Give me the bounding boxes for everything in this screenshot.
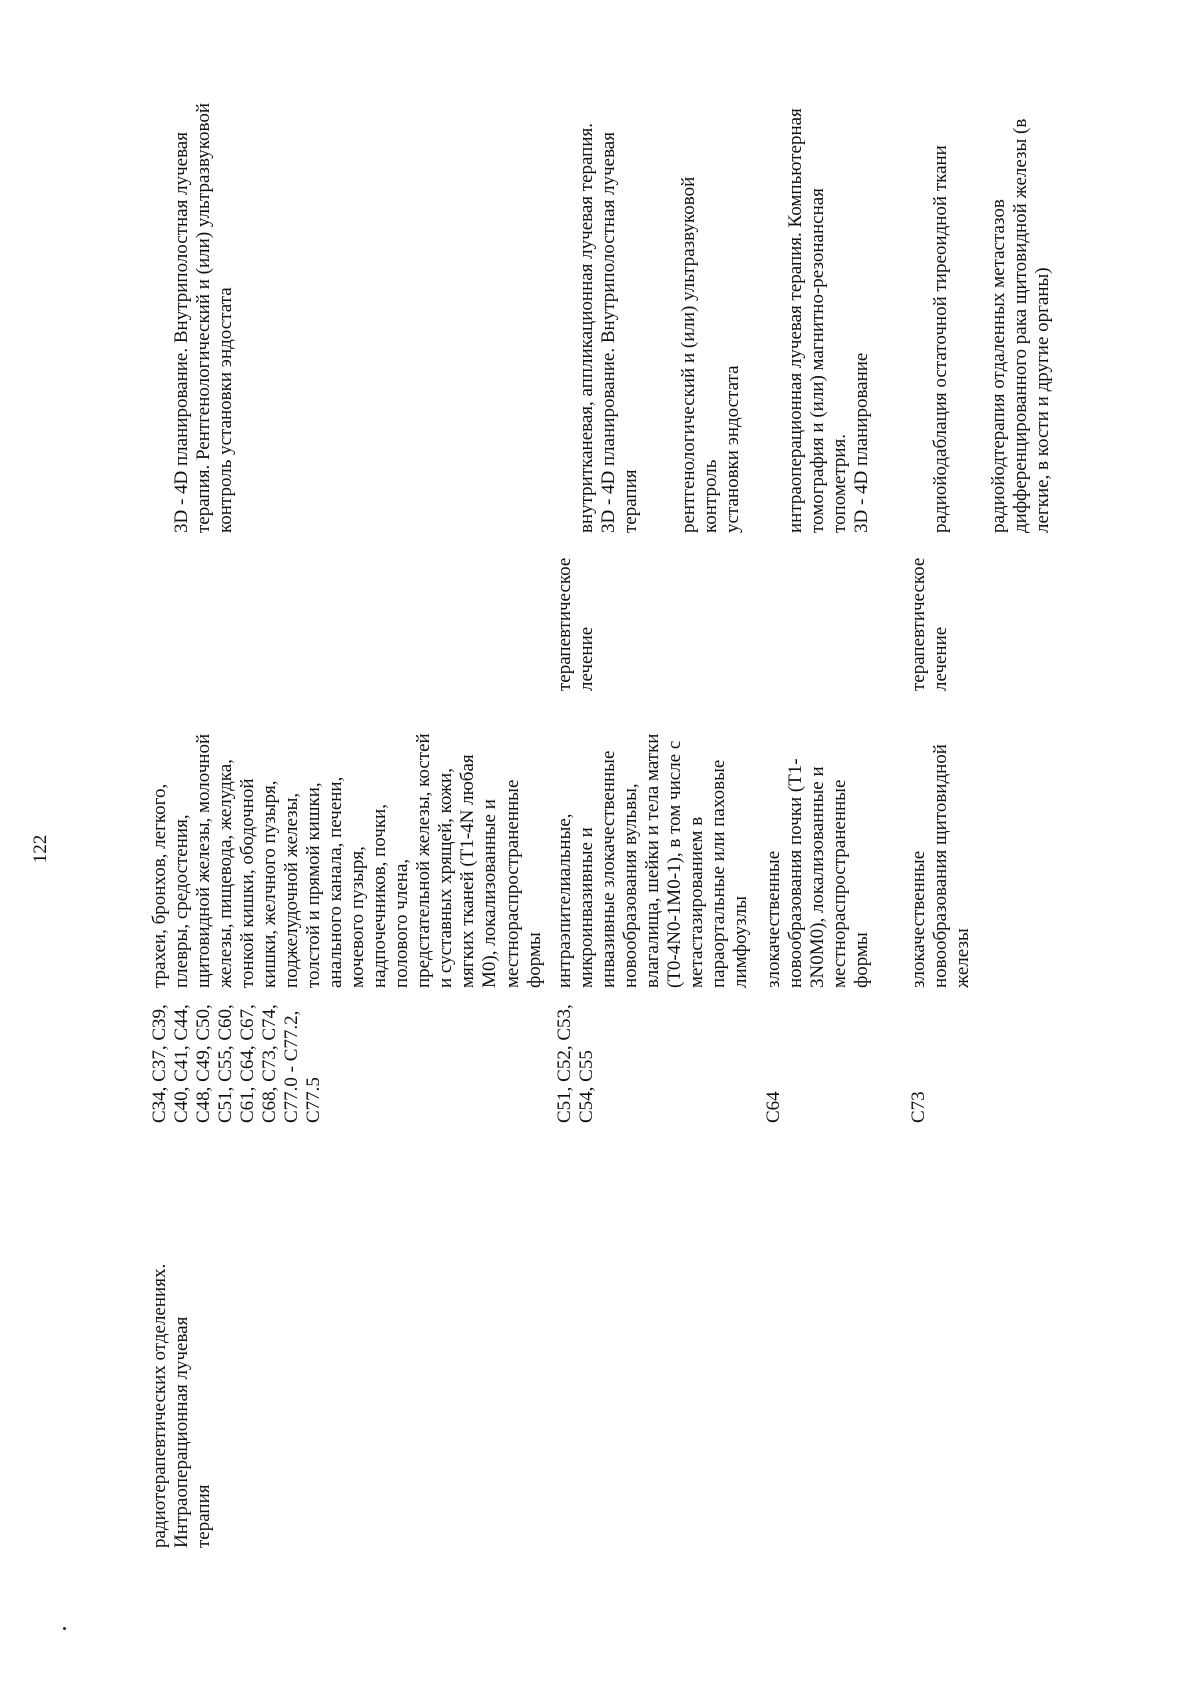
method-cell: радиотерапевтических отделениях. Интраоперационная лучевая терапия (149, 1263, 215, 1548)
method-detail-text: рентгенологический и (или) ультразвуковой контроль установки эндостата (678, 176, 744, 533)
icd-codes-cell: C51, C52, C53, C54, C55 (554, 1004, 598, 1123)
treatment-type-cell: терапевтическое лечение (554, 557, 598, 691)
icd-codes-cell: C34, C37, C39, C40, C41, C44, C48, C49, C50, C51, C55, C60, C61, C64, C67, C68, C73, C74, C77.0 - C77.2, C77.5 (149, 1004, 325, 1123)
page-number: 122 (30, 834, 51, 864)
method-detail-text: интраоперационная лучевая терапия. Компьютерная томография и (или) магнитно-резонансная топометрия. 3D - 4D планирование (785, 108, 873, 533)
diagnosis-cell: трахеи, бронхов, легкого, плевры, средостения, щитовидной железы, молочной железы, пищевода, желудка, тонкой кишки, ободочной кишки, желчного пузыря, поджелудочной железы, толстой и прямой кишки, анального канала, печени, мочевого пузыря, надпочечников, почки, полового члена, предстательной железы, костей и суставных хрящей, кожи, мягких тканей (T1-4N любая M0), локализованные и местнораспространенные формы (149, 733, 545, 988)
diagnosis-cell: интраэпителиальные, микроинвазивные и инвазивные злокачественные новообразования вульвы, влагалища, шейки и тела матки (T0-4N0-1M0-1), в том числе с метастазированием в параортальные или паховые лимфоузлы (554, 733, 752, 988)
diagnosis-cell: злокачественные новообразования щитовидной железы (908, 744, 974, 988)
method-detail-cell (763, 100, 909, 533)
rotated-table (149, 100, 1089, 1548)
treatment-type-cell: терапевтическое лечение (908, 557, 952, 691)
method-detail-text: радиойодтерапия отдаленных метастазов дифференцированного рака щитовидной железы (в легкие, в кости и другие органы) (988, 118, 1054, 533)
icd-codes-cell: C64 (763, 1091, 784, 1123)
diagnosis-cell: злокачественные новообразования почки (T1- 3N0M0), локализованные и местнораспространенные формы (763, 758, 873, 988)
icd-codes-cell: C73 (908, 1091, 929, 1123)
method-detail-text: 3D - 4D планирование. Внутриполостная лучевая терапия. Рентгенологический и (или) ультразвуковой контроль установки эндостата (171, 102, 237, 533)
method-detail-text: внутритканевая, аппликационная лучевая терапия. 3D - 4D планирование. Внутриполостная лучевая терапия (576, 122, 642, 533)
method-detail-cell (149, 100, 273, 533)
method-detail-cell (908, 100, 1090, 533)
method-detail-text: радиойодаблация остаточной тиреоидной ткани (930, 145, 952, 533)
method-detail-cell (554, 100, 780, 533)
scan-speck (63, 1627, 66, 1630)
